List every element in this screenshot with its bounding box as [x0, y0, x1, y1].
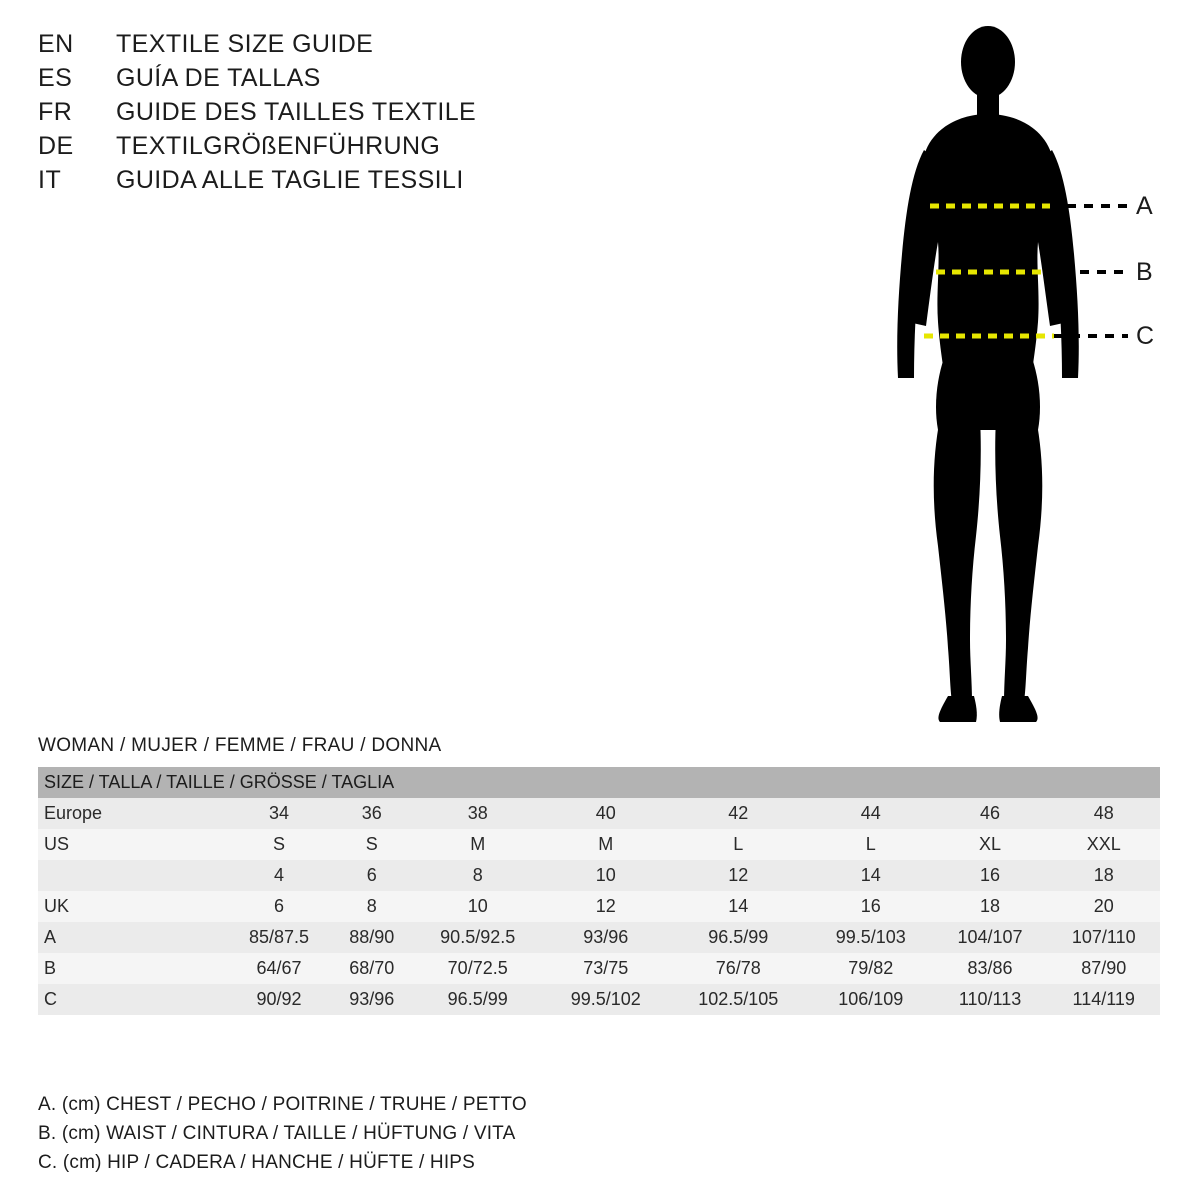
cell: L — [733, 834, 744, 854]
title-row-en — [38, 30, 658, 64]
cell: 18 — [1093, 865, 1114, 885]
cell: 79/82 — [848, 958, 894, 978]
cell: 8 — [472, 865, 483, 885]
table-row — [38, 922, 1160, 953]
cell: 110/113 — [958, 989, 1022, 1009]
table-row — [38, 860, 1160, 891]
table-header-row — [38, 767, 1160, 798]
cell: 34 — [268, 803, 289, 823]
cell: 14 — [728, 896, 749, 916]
cell: 20 — [1093, 896, 1114, 916]
row-label: C — [44, 989, 57, 1009]
table-row — [38, 829, 1160, 860]
cell: 10 — [595, 865, 616, 885]
cell: 88/90 — [349, 927, 395, 947]
row-label — [38, 860, 226, 891]
cell: 68/70 — [349, 958, 395, 978]
cell: 6 — [366, 865, 377, 885]
title-lang-it: IT — [38, 166, 62, 194]
cell: XL — [979, 834, 1002, 854]
cell: 106/109 — [838, 989, 904, 1009]
cell: 46 — [980, 803, 1001, 823]
female-silhouette-icon — [840, 10, 1180, 750]
title-lang-de: DE — [38, 132, 74, 160]
cell: 36 — [361, 803, 382, 823]
title-text-de: TEXTILGRÖßENFÜHRUNG — [116, 132, 441, 160]
cell: M — [598, 834, 614, 854]
size-table-header — [38, 767, 1160, 798]
cell: 107/110 — [1071, 927, 1136, 947]
cell: 90/92 — [256, 989, 302, 1009]
cell: 18 — [980, 896, 1001, 916]
row-label: US — [44, 834, 70, 854]
size-table-body — [38, 798, 1160, 1015]
cell: 93/96 — [583, 927, 629, 947]
title-row-it — [38, 166, 658, 200]
legend-line-a: A. (cm) CHEST / PECHO / POITRINE / TRUHE / PETTO — [38, 1094, 527, 1115]
table-row — [38, 891, 1160, 922]
row-label: Europe — [44, 803, 103, 823]
row-label: A — [44, 927, 57, 947]
title-text-en: TEXTILE SIZE GUIDE — [116, 30, 374, 58]
row-label: UK — [44, 896, 70, 916]
cell: S — [272, 834, 285, 854]
cell: 12 — [595, 896, 616, 916]
measurement-figure — [840, 10, 1180, 750]
measurement-legend — [38, 1090, 738, 1177]
cell: 16 — [860, 896, 881, 916]
cell: 85/87.5 — [248, 927, 310, 947]
legend-line-b: B. (cm) WAIST / CINTURA / TAILLE / HÜFTUNG / VITA — [38, 1123, 516, 1144]
cell: 104/107 — [957, 927, 1023, 947]
cell: 73/75 — [583, 958, 629, 978]
title-text-it: GUIDA ALLE TAGLIE TESSILI — [116, 166, 464, 194]
cell: 70/72.5 — [447, 958, 508, 978]
cell: 99.5/102 — [570, 989, 641, 1009]
cell: 87/90 — [1081, 958, 1127, 978]
cell: 93/96 — [349, 989, 395, 1009]
cell: M — [470, 834, 486, 854]
title-lang-es: ES — [38, 64, 73, 92]
table-row — [38, 953, 1160, 984]
marker-label-c: C — [1136, 322, 1155, 350]
size-table — [38, 767, 1160, 1015]
cell: 102.5/105 — [698, 989, 779, 1009]
cell: XXL — [1086, 834, 1121, 854]
cell: 90.5/92.5 — [440, 927, 516, 947]
cell: 14 — [860, 865, 881, 885]
table-group-heading: WOMAN / MUJER / FEMME / FRAU / DONNA — [38, 735, 442, 756]
cell: 40 — [595, 803, 616, 823]
cell: L — [865, 834, 876, 854]
cell: 44 — [860, 803, 881, 823]
table-row — [38, 984, 1160, 1015]
title-text-es: GUÍA DE TALLAS — [116, 64, 321, 92]
cell: 64/67 — [256, 958, 302, 978]
cell: 114/119 — [1072, 989, 1135, 1009]
cell: 16 — [980, 865, 1001, 885]
title-row-fr — [38, 98, 658, 132]
title-block — [38, 30, 658, 200]
size-table-header-label: SIZE / TALLA / TAILLE / GRÖSSE / TAGLIA — [44, 772, 395, 792]
title-text-fr: GUIDE DES TAILLES TEXTILE — [116, 98, 477, 126]
cell: 6 — [273, 896, 284, 916]
legend-line-c: C. (cm) HIP / CADERA / HANCHE / HÜFTE / HIPS — [38, 1152, 476, 1173]
cell: 96.5/99 — [447, 989, 508, 1009]
cell: 10 — [467, 896, 488, 916]
title-row-de — [38, 132, 658, 166]
row-label: B — [44, 958, 57, 978]
marker-label-a: A — [1136, 192, 1153, 220]
cell: 99.5/103 — [835, 927, 906, 947]
title-lang-en: EN — [38, 30, 74, 58]
cell: 8 — [366, 896, 377, 916]
marker-label-b: B — [1136, 258, 1153, 286]
cell: S — [365, 834, 378, 854]
cell: 96.5/99 — [708, 927, 769, 947]
cell: 38 — [467, 803, 488, 823]
title-lang-fr: FR — [38, 98, 73, 126]
cell: 83/86 — [967, 958, 1013, 978]
cell: 12 — [728, 865, 749, 885]
size-table-section — [38, 735, 1160, 1015]
table-row — [38, 798, 1160, 829]
cell: 48 — [1093, 803, 1114, 823]
title-row-es — [38, 64, 658, 98]
cell: 4 — [273, 865, 284, 885]
cell: 42 — [728, 803, 749, 823]
cell: 76/78 — [715, 958, 761, 978]
